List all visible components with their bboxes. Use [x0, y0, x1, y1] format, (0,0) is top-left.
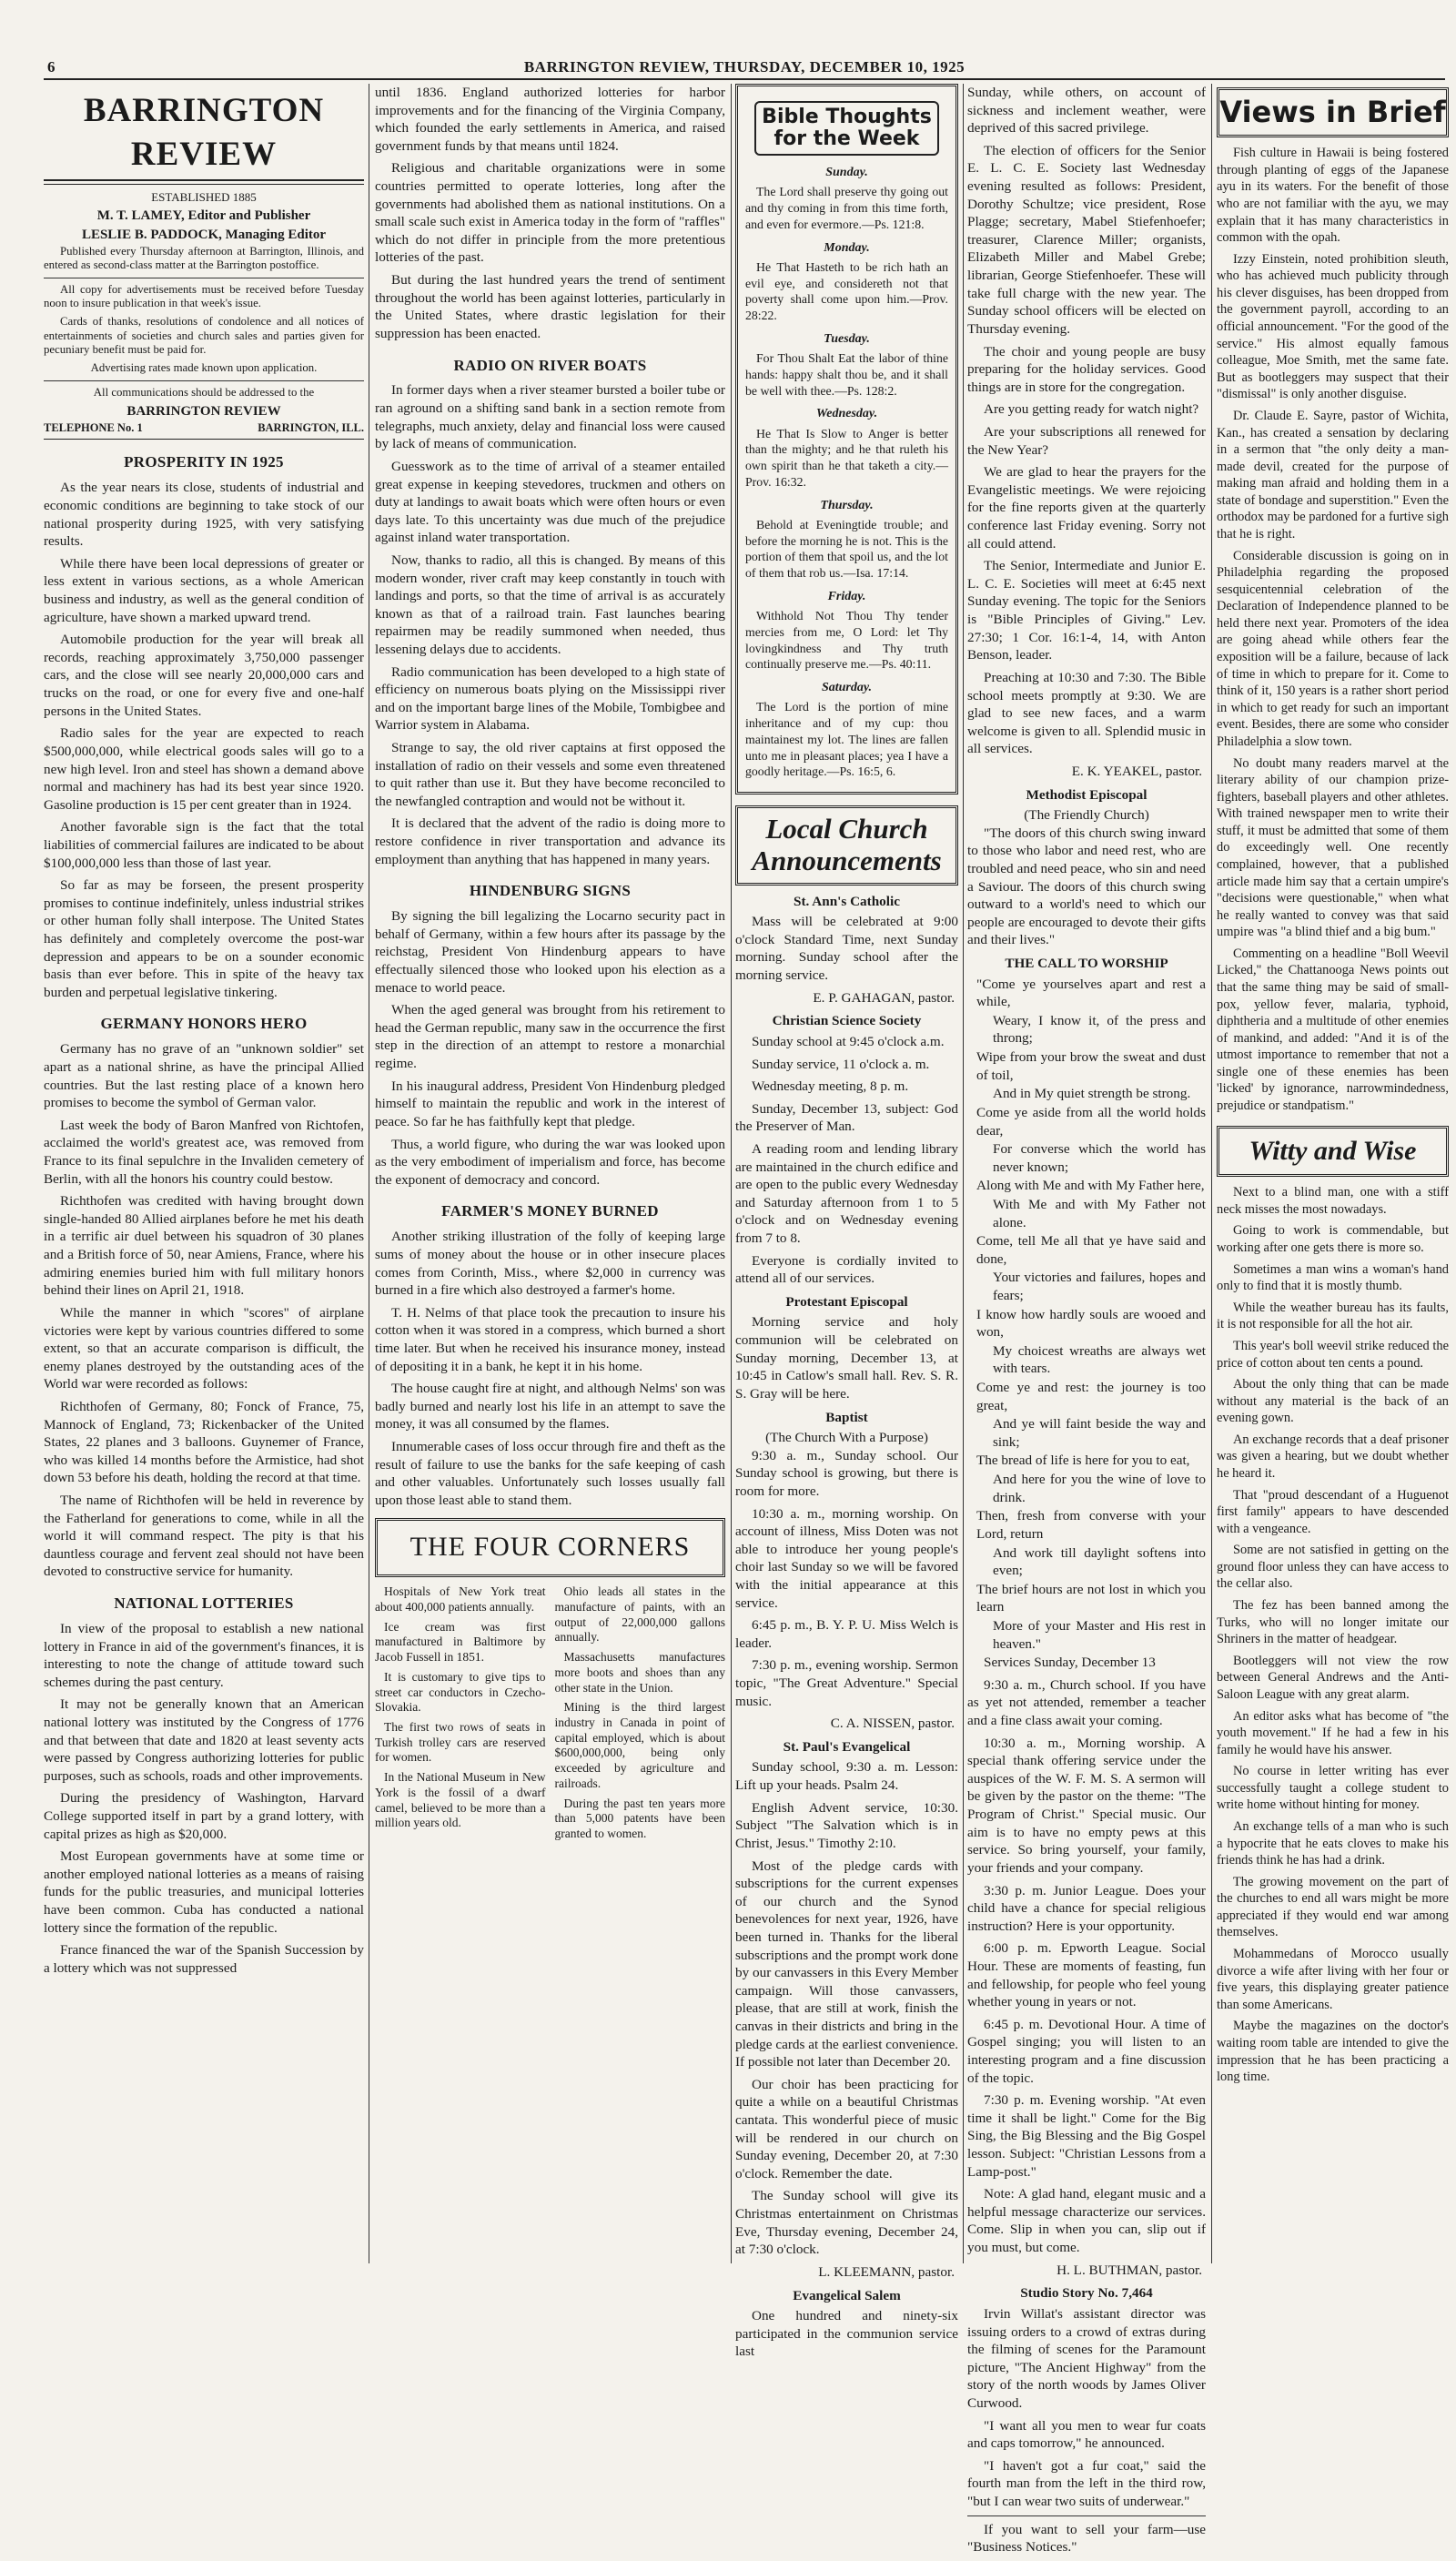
paragraph: Mass will be celebrated at 9:00 o'clock Standard Time, next Sunday morning. Sunday school after the morning service.	[735, 914, 958, 984]
poem-line: Come ye aside from all the world holds dear,	[976, 1104, 1206, 1139]
paragraph: Most European governments have at some time or another employed national lotteries as a means of raising funds for the public treasuries, and municipal lotteries have been common. Cuba has conducted a national lottery since the formation of the republic.	[44, 1848, 364, 1936]
verse: For Thou Shalt Eat the labor of thine hands: happy shalt thou be, and it shall be well with thee.—Ps. 128:2.	[745, 351, 948, 398]
paragraph: Fish culture in Hawaii is being fostered through planting of eggs of the Japanese ayu in its waters. For the benefit of those who are not familiar with the ayu, we may explain that it has many characteristics in common with the opah.	[1217, 146, 1449, 246]
paragraph: Last week the body of Baron Manfred von Richtofen, acclaimed the world's greatest ace, was removed from France to its final sepulchre in the Invaliden cemetery of Berlin, with all the honors his country could bestow.	[44, 1117, 364, 1187]
verse: The Lord shall preserve thy going out and thy coming in from this time forth, and even for evermore.—Ps. 121:8.	[745, 185, 948, 232]
paragraph: 9:30 a. m., Church school. If you have as yet not attended, remember a teacher and a fine class await your coming.	[967, 1676, 1206, 1729]
column-4	[967, 84, 1206, 2561]
paragraph: When the aged general was brought from his retirement to head the German republic, many saw in the occurrence the first step in the direction of an attempt to restore a monarchial regime.	[375, 1002, 725, 1072]
quip: While the weather bureau has its faults, it is not responsible for all the hot air.	[1217, 1300, 1449, 1332]
local-church-banner: Local Church Announcements	[735, 805, 958, 885]
verse: He That Is Slow to Anger is better than the mighty; and he that ruleth his own spirit than he that taketh a city.—Prov. 16:32.	[745, 426, 948, 489]
poem-line: More of your Master and His rest in heaven."	[993, 1617, 1206, 1652]
headline: FARMER'S MONEY BURNED	[441, 1202, 659, 1220]
classified-note: If you want to sell your farm—use "Business Notices."	[967, 2521, 1206, 2556]
cards-note: Cards of thanks, resolutions of condolence and all notices of entertainments of societies and church sales and parties given for pecuniary benefit must be paid for.	[44, 315, 364, 356]
column-rule	[1211, 84, 1212, 2263]
verse: Behold at Eveningtide trouble; and before the morning he is not. This is the portion of them that spoil us, and the lot of them that rob us.—Isa. 17:14.	[745, 517, 948, 581]
column-3	[735, 84, 958, 2365]
paragraph: 10:30 a. m., Morning worship. A special thank offering service under the auspices of the W. F. M. S. A sermon will be given by the pastor on the theme: "The Program of Christ." Special music. Our aim is to have no empty pews at this service. So bring yourself, your family, your friends and your company.	[967, 1735, 1206, 1876]
quip: Sometimes a man wins a woman's hand only to find that it is mostly thumb.	[1217, 1261, 1449, 1294]
paragraph: As the year nears its close, students of industrial and economic conditions are beginning to take stock of our national prosperity during 1925, with very satisfying results.	[44, 480, 364, 550]
paragraph: France financed the war of the Spanish Succession by a lottery which was not suppressed	[44, 1942, 364, 1976]
paragraph: The name of Richthofen will be held in reverence by the Fatherland for generations to come, while in all the world it will command respect. The pity is that his dauntless courage and fervent zeal should not have been devoted to constructive service for humanity.	[44, 1492, 364, 1580]
masthead-title: BARRINGTON REVIEW	[83, 92, 325, 173]
poem	[967, 976, 1206, 1654]
telephone: TELEPHONE No. 1	[44, 421, 143, 435]
masthead-rule	[44, 179, 364, 185]
paragraph: until 1836. England authorized lotteries for harbor improvements and for the financing of the Virginia Company, which founded the early settlements in America, and raised government funds by that means until 1824.	[375, 85, 725, 154]
poem-line: And in My quiet strength be strong.	[993, 1086, 1191, 1102]
quip: That "proud descendant of a Huguenot first family" appears to have descended with a vengeance.	[1217, 1487, 1449, 1536]
column-2	[375, 84, 725, 1847]
fact: Hospitals of New York treat about 400,000 patients annually.	[375, 1584, 546, 1614]
church-name: Protestant Episcopal	[785, 1293, 908, 1310]
headline: RADIO ON RIVER BOATS	[453, 356, 647, 374]
paragraph: Sunday school at 9:45 o'clock a.m.	[752, 1033, 945, 1049]
address-name: BARRINGTON REVIEW	[126, 403, 281, 419]
paragraph: 3:30 p. m. Junior League. Does your child have a chance for special religious instruction? Here is your opportunity.	[967, 1882, 1206, 1934]
paragraph: 7:30 p. m. Evening worship. "At even time it shall be light." Come for the Big Sing, the Big Blessing and the Big Gospel lesson. Subject: "Christian Lessons from a Lamp-post."	[967, 2092, 1206, 2180]
poem-line: And ye will faint beside the way and sink;	[993, 1416, 1206, 1450]
church-subtitle: (The Friendly Church)	[1024, 807, 1149, 824]
paragraph: Sunday school, 9:30 a. m. Lesson: Lift up your heads. Psalm 24.	[735, 1759, 958, 1794]
poem-line: Along with Me and with My Father here,	[976, 1178, 1205, 1194]
church-name: Methodist Episcopal	[1026, 786, 1148, 803]
paragraph: Note: A glad hand, elegant music and a helpful message characterize our services. Come. Slip in when you can, slip out if you must, but come.	[967, 2186, 1206, 2256]
paragraph: A reading room and lending library are maintained in the church edifice and are open to the public every Wednesday and Saturday afternoon from 1 to 5 o'clock and on Wednesday evening from 7 to 8.	[735, 1140, 958, 1247]
poem-line: My choicest wreaths are always wet with tears.	[993, 1342, 1206, 1377]
paragraph: Preaching at 10:30 and 7:30. The Bible school meets promptly at 9:30. We are glad to see new faces, and a warm welcome is given to all. Splendid music in all services.	[967, 669, 1206, 757]
established-line: ESTABLISHED 1885	[151, 190, 257, 205]
poem-title: THE CALL TO WORSHIP	[1005, 956, 1168, 972]
editor-line: M. T. LAMEY, Editor and Publisher	[96, 208, 311, 224]
fact: It is customary to give tips to street car conductors in Czecho-Slovakia.	[375, 1669, 546, 1715]
poem-line: The bread of life is here for you to eat,	[976, 1453, 1190, 1469]
church-name: Baptist	[825, 1409, 868, 1425]
paragraph: We are glad to hear the prayers for the Evangelistic meetings. We were rejoicing for the fine reports given at the quarterly conference last Friday evening. Sorry not all could attend.	[967, 464, 1206, 552]
pastor-signature: E. P. GAHAGAN, pastor.	[813, 989, 955, 1006]
fact: Mining is the third largest industry in Canada in point of capital employed, which is about $600,000,000, being only exceeded by agriculture and railroads.	[554, 1700, 725, 1790]
four-corners-right	[555, 1584, 726, 1847]
views-in-brief-banner: Views in Brief	[1217, 87, 1449, 137]
paragraph: Wednesday meeting, 8 p. m.	[752, 1078, 909, 1095]
quip: Bootleggers will not view the row between General Andrews and the Anti-Saloon League with any great alarm.	[1217, 1653, 1449, 1702]
headline: HINDENBURG SIGNS	[469, 882, 632, 900]
paragraph: Services Sunday, December 13	[984, 1655, 1156, 1671]
poem-line: "Come ye yourselves apart and rest a while,	[976, 976, 1206, 1010]
paragraph: The election of officers for the Senior E. L. C. E. Society last Wednesday evening resulted as follows: President, Dorothy Schultze; vice president, Rose Plagge; secretary, Mabel Stiefenhoefer; treasurer, Clarence Miller; organists, Elizabeth Miller and Mabel Grebe; librarian, George Stiefenhoefer. These will take full charge with the new year. The Sunday school officers will be elected on Thursday evening.	[967, 142, 1206, 337]
paragraph: T. H. Nelms of that place took the precaution to insure his cotton when it was stored in a compress, which burned a short time later. But when he received his insurance money, instead of depositing it in a bank, he kept it in his home.	[375, 1304, 725, 1374]
paragraph: 7:30 p. m., evening worship. Sermon topic, "The Great Adventure." Special music.	[735, 1657, 958, 1709]
paragraph: 6:00 p. m. Epworth League. Social Hour. These are moments of feasting, fun and fellowship, for people who feel young whether young in years or not.	[967, 1940, 1206, 2010]
paragraph: Are your subscriptions all renewed for the New Year?	[967, 423, 1206, 458]
poem-line: The brief hours are not lost in which you learn	[976, 1581, 1206, 1615]
divider	[967, 2515, 1206, 2516]
quip: The fez has been banned among the Turks, who will no longer imitate our Shriners in the matter of headgear.	[1217, 1598, 1449, 1647]
column-rule	[731, 84, 732, 2263]
paragraph: Considerable discussion is going on in Philadelphia regarding the proposed sesquicentennial celebration of the Declaration of Independence planned to be held there next year. Promoters of the idea are going ahead while others fear the exposition will be a failure, because of lack of time in which to prepare for it. Come to think of it, 150 years is a rather short period in which to get ready for such an important event. Besides, there are some who consider Philadelphia a slow town.	[1217, 548, 1449, 749]
poem-line: Come, tell Me all that ye have said and done,	[976, 1233, 1206, 1267]
quip: Maybe the magazines on the doctor's waiting room table are intended to give the impression that he has been practicing a long time.	[1217, 2019, 1449, 2085]
paragraph: In former days when a river steamer bursted a boiler tube or ran aground on a shifting sand bank in a section remote from telegraphs, much anxiety, delay and financial loss were caused by lack of means of communication.	[375, 382, 725, 452]
poem-line: I know how hardly souls are wooed and won,	[976, 1306, 1206, 1341]
paragraph: Sunday, while others, on account of sickness and inclement weather, were deprived of this sacred privilege.	[967, 85, 1206, 137]
headline: NATIONAL LOTTERIES	[114, 1594, 294, 1613]
running-header	[44, 56, 1445, 80]
paragraph: Guesswork as to the time of arrival of a steamer entailed great expense in keeping stevedores, truckmen and others on duty at landings to await boats which were often hours or even days late. To this uncertainty was due much of the prejudice against inland water transportation.	[375, 458, 725, 546]
four-corners-body	[375, 1584, 725, 1847]
paragraph: Richthofen of Germany, 80; Fonck of France, 75, Mannock of England, 73; Rickenbacker of the United States, 22 planes and 3 balloons. Guynemer of France, who was killed 14 months before the Armistice, had shot down 53 before his death, holding the record at that time.	[44, 1398, 364, 1486]
paragraph: While the manner in which "scores" of airplane victories were kept by various countries differed to some extent, so that an accurate comparison is difficult, the enemy planes destroyed by the outstanding aces of the World war were recorded as follows:	[44, 1304, 364, 1392]
quip: An editor asks what has become of "the youth movement." If he had a few in his family he would have his answer.	[1217, 1708, 1449, 1757]
communications-note: All communications should be addressed to the	[93, 385, 315, 399]
paragraph: Radio sales for the year are expected to reach $500,000,000, while electrical goods sales will go to a new high level. Iron and steel has shown a demand above normal and machinery has had its best year since 1920. Gasoline production is 15 per cent greater than in 1924.	[44, 725, 364, 813]
quip: Next to a blind man, one with a stiff neck misses the most nowadays.	[1217, 1185, 1449, 1217]
quip: No course in letter writing has ever successfully taught a college student to write home without hinting for money.	[1217, 1764, 1449, 1813]
paragraph: Innumerable cases of loss occur through fire and theft as the result of failure to use the banks for the safe keeping of cash and other valuables. Unfortunately such losses usually fall upon those least able to stand them.	[375, 1438, 725, 1508]
paragraph: "I want all you men to wear fur coats and caps tomorrow," he announced.	[967, 2417, 1206, 2452]
quip: An exchange records that a deaf prisoner was given a hearing, but we doubt whether he heard it.	[1217, 1432, 1449, 1481]
column-rule	[963, 84, 964, 2263]
church-name: Christian Science Society	[772, 1013, 922, 1029]
poem-line: Weary, I know it, of the press and throng;	[993, 1012, 1206, 1047]
poem-line: And here for you the wine of love to drink.	[993, 1472, 1206, 1505]
paragraph: Morning service and holy communion will be celebrated on Sunday morning, December 13, at 10:45 in Catlow's small hall. Rev. S. R. S. Gray will be here.	[735, 1314, 958, 1402]
verse: The Lord is the portion of mine inheritance and of my cup: thou maintainest my lot. The lines are fallen unto me in pleasant places; yea I have a goodly heritage.—Ps. 16:5, 6.	[745, 700, 948, 779]
paragraph: Are you getting ready for watch night?	[984, 401, 1199, 418]
poem-line: For converse which the world has never known;	[993, 1141, 1206, 1175]
paragraph: Automobile production for the year will break all records, reaching approximately 3,750,000 passenger cars, and the close will see nearly 20,000,000 cars and trucks on the road, or one for every five and one-half persons in the United States.	[44, 632, 364, 719]
day-label: Tuesday.	[824, 332, 870, 347]
paragraph: In his inaugural address, President Von Hindenburg pledged himself to maintain the republic and work in the interest of peace. So far he has faithfully kept that pledge.	[375, 1078, 725, 1129]
paragraph: Irvin Willat's assistant director was issuing orders to a crowd of extras during the filming of scenes for the Paramount picture, "The Ancient Highway" from the story of the north woods by James Oliver Curwood.	[967, 2305, 1206, 2411]
paragraph: Sunday, December 13, subject: God the Preserver of Man.	[735, 1100, 958, 1135]
church-name: St. Paul's Evangelical	[783, 1738, 911, 1755]
day-label: Saturday.	[821, 681, 873, 695]
column-1	[44, 84, 364, 1982]
quip: Going to work is commendable, but working after one gets there is more so.	[1217, 1223, 1449, 1256]
pastor-signature: E. K. YEAKEL, pastor.	[1071, 763, 1202, 779]
manager-line: LESLIE B. PADDOCK, Managing Editor	[81, 227, 327, 242]
paragraph: Radio communication has been developed to a high state of efficiency on numerous boats plying on the Mississippi river and on the important barge lines of the Mobile, Tombigbee and Warrior system in Alabama.	[375, 663, 725, 734]
quip: This year's boll weevil strike reduced the price of cotton about ten cents a pound.	[1217, 1338, 1449, 1371]
paragraph: "The doors of this church swing inward to those who labor and need rest, who are troubled and need peace, who sin and need a Saviour. The doors of this church swing outward to a world's need to which our people are encouraged to devote their gifts and their lives."	[967, 825, 1206, 948]
city: BARRINGTON, ILL.	[258, 421, 364, 435]
paragraph: Germany has no grave of an "unknown soldier" set apart as a national shrine, as have the principal Allied countries. But the last resting place of a known hero promises to become the symbol of German valor.	[44, 1041, 364, 1111]
paragraph: The Senior, Intermediate and Junior E. L. C. E. Societies will meet at 6:45 next Sunday evening. The topic for the Seniors is "Bible Principles of Giving." Lev. 27:30; 1 Cor. 16:1-4, 14, with Anton Benson, leader.	[967, 558, 1206, 663]
paragraph: Most of the pledge cards with subscriptions for the current expenses of our church and the Synod benevolences for next year, 1926, have been turned in. Thanks for the liberal subscriptions and the prompt work done by our canvassers in this Every Member campaign. Will those canvassers, please, that are still at work, finish the canvas in their districts and bring in the pledge cards at the earliest convenience. If possible not later than December 20.	[735, 1857, 958, 2070]
paragraph: Richthofen was credited with having brought down single-handed 80 Allied airplanes before he met his death in a terrific air duel between his squadron of 30 planes and a British force of 50, near Amiens, France, where his admiring enemies buried him with full military honors behind their lines on April 21, 1918.	[44, 1193, 364, 1299]
quip: Mohammedans of Morocco usually divorce a wife after living with her four or five years, this displaying greater patience than some Americans.	[1217, 1947, 1449, 2012]
running-title: BARRINGTON REVIEW, THURSDAY, DECEMBER 10, 1925	[523, 58, 966, 76]
paragraph: Commenting on a headline "Boll Weevil Licked," the Chattanooga News points out that the same thing may be said of small-pox, yellow fever, malaria, typhoid, diphtheria and a multitude of other enemies of mankind, and added: "And it is of the utmost importance to remember that not a single one of these enemies has been 'licked' by ignorance, narrowmindedness, prejudice or standpatism."	[1217, 946, 1449, 1114]
page-number: 6	[47, 58, 56, 76]
copy-note: All copy for advertisements must be received before Tuesday noon to insure publication in that week's issue.	[44, 282, 364, 309]
poem-line: Come ye and rest: the journey is too great,	[976, 1380, 1206, 1413]
paragraph: 6:45 p. m. Devotional Hour. A time of Gospel singing; you will listen to an interesting program and a fine discussion of the topic.	[967, 2016, 1206, 2086]
poem-line: With Me and with My Father not alone.	[993, 1196, 1206, 1230]
paragraph: English Advent service, 10:30. Subject "The Salvation which is in Christ, Jesus." Timothy 2:10.	[735, 1799, 958, 1851]
pastor-signature: H. L. BUTHMAN, pastor.	[1057, 2262, 1202, 2278]
bible-thoughts-box	[735, 84, 958, 795]
fact: Ice cream was first manufactured in Baltimore by Jacob Fussell in 1851.	[375, 1619, 546, 1665]
four-corners-left	[375, 1584, 546, 1847]
quip: Some are not satisfied in getting on the ground floor unless they can have access to the cellar also.	[1217, 1543, 1449, 1592]
paragraph: Now, thanks to radio, all this is changed. By means of this modern wonder, river craft may keep constantly in touch with landings and ports, so that the time of arrival is as accurately known as that of a railroad train. Fast launches bearing repairmen may be readily summoned when needed, thus lessening delays due to accidents.	[375, 552, 725, 657]
day-label: Thursday.	[820, 498, 874, 512]
quip: About the only thing that can be made without any material is the back of an evening gown.	[1217, 1377, 1449, 1426]
day-label: Sunday.	[825, 166, 868, 180]
paragraph: No doubt many readers marvel at the literary ability of our champion prize-fighters, baseball players and other athletes. With trained newspaper men to write their stuff, it must be admitted that some of them do exceedingly well. One recently complained, however, that a published article made him say that a certain umpire's "decisions were questionable," when what he really wanted to convey was that said umpire was "a blind thief and a big bum."	[1217, 755, 1449, 940]
paragraph: Another favorable sign is the fact that the total liabilities of commercial failures are indicated to be about $100,000,000 less than those of last year.	[44, 819, 364, 871]
fact: Massachusetts manufactures more boots and shoes than any other state in the Union.	[554, 1650, 725, 1695]
four-corners-banner: THE FOUR CORNERS	[375, 1518, 725, 1577]
studio-story-title: Studio Story No. 7,464	[1020, 2285, 1153, 2302]
paragraph: "I haven't got a fur coat," said the fourth man from the left in the third row, "but I can wear two suits of underwear."	[967, 2457, 1206, 2509]
poem-line: Your victories and failures, hopes and fears;	[993, 1270, 1206, 1303]
paragraph: The Sunday school will give its Christmas entertainment on Christmas Eve, Thursday evening, December 24, at 7:30 o'clock.	[735, 2188, 958, 2258]
paragraph: 6:45 p. m., B. Y. P. U. Miss Welch is leader.	[735, 1617, 958, 1651]
paragraph: Our choir has been practicing for quite a while on a beautiful Christmas cantata. This wonderful piece of music will be rendered in our church on Sunday evening, December 20, at 7:30 o'clock. Remember the date.	[735, 2076, 958, 2181]
paragraph: By signing the bill legalizing the Locarno security pact in behalf of Germany, within a few hours after its passage by the reichstag, President Von Hindenburg appears to have effectually silenced those who looked upon his election as a menace to world peace.	[375, 908, 725, 996]
fact: During the past ten years more than 5,000 patents have been granted to women.	[554, 1796, 725, 1841]
pastor-signature: L. KLEEMANN, pastor.	[818, 2263, 955, 2280]
day-label: Monday.	[824, 240, 870, 255]
paragraph: The house caught fire at night, and although Nelms' son was badly burned and nearly lost his life in an attempt to save the money, it was all consumed by the flames.	[375, 1381, 725, 1432]
paragraph: Strange to say, the old river captains at first opposed the installation of radio on their vessels and some even threatened to quit rather than use it. But they have become reconciled to the newfangled contraption and would not be without it.	[375, 740, 725, 809]
verse: Withhold Not Thou Thy tender mercies from me, O Lord: let Thy lovingkindness and Thy truth continually preserve me.—Ps. 40:11.	[745, 609, 948, 672]
column-5	[1217, 84, 1449, 2090]
paragraph: 9:30 a. m., Sunday school. Our Sunday school is growing, but there is room for more.	[735, 1447, 958, 1499]
paragraph: Sunday service, 11 o'clock a. m.	[752, 1056, 930, 1072]
rates-note: Advertising rates made known upon application.	[90, 361, 318, 375]
fact: The first two rows of seats in Turkish trolley cars are reserved for women.	[375, 1719, 546, 1765]
paragraph: But during the last hundred years the trend of sentiment throughout the world has been against lotteries, particularly in the United States, where drastic legislation for their suppression has been enacted.	[375, 272, 725, 341]
pastor-signature: C. A. NISSEN, pastor.	[830, 1716, 955, 1732]
day-label: Friday.	[827, 589, 866, 603]
fact: Ohio leads all states in the manufacture of paints, with an output of 22,000,000 gallons annually.	[554, 1584, 725, 1645]
paragraph: So far as may be forseen, the present prosperity promises to continue indefinitely, unless industrial strikes or other human folly shall interpose. The United States has definitely and completely overcome the post-war depression and appears to be on a sounder economic basis than ever before. This in spite of the heavy tax burden and perpetual legislative tinkering.	[44, 877, 364, 1000]
paragraph: While there have been local depressions of greater or less extent in various sections, as a whole American business and industry, as well as the general condition of agriculture, have shown a marked upward trend.	[44, 555, 364, 625]
paragraph: Dr. Claude E. Sayre, pastor of Wichita, Kan., has created a sensation by declaring in a sermon that "the only deity a man-made devil, created for the purpose of making man afraid and holding them in a state of bondage and superstition." Even the orthodox may be pardoned for a furtive sigh that he is right.	[1217, 408, 1449, 542]
divider	[44, 380, 364, 381]
fact: In the National Museum in New York is the fossil of a dwarf camel, believed to be more than a million years old.	[375, 1770, 546, 1830]
paragraph: Thus, a world figure, who during the war was looked upon as the very embodiment of imperialism and force, has become the exponent of democracy and concord.	[375, 1136, 725, 1188]
poem-line: And work till daylight softens into even;	[993, 1544, 1206, 1579]
church-name: Evangelical Salem	[793, 2287, 901, 2303]
church-name: St. Ann's Catholic	[794, 893, 900, 909]
headline: PROSPERITY IN 1925	[124, 453, 284, 471]
witty-and-wise-banner: Witty and Wise	[1217, 1126, 1449, 1178]
paragraph: It may not be generally known that an American national lottery was instituted by the Congress of 1776 and that between that date and 1820 at least seventy acts were passed by Congress authorizing lotteries for public purposes, such as schools, roads and other improvements.	[44, 1696, 364, 1784]
telephone-line	[44, 420, 364, 440]
verse: He That Hasteth to be rich hath an evil eye, and considereth not that poverty shall come upon him.—Prov. 28:22.	[745, 259, 948, 323]
church-subtitle: (The Church With a Purpose)	[765, 1430, 928, 1446]
day-label: Wednesday.	[815, 407, 878, 421]
paragraph: One hundred and ninety-six participated in the communion service last	[735, 2308, 958, 2360]
bible-thoughts-title: Bible Thoughts for the Week	[754, 101, 939, 156]
headline: GERMANY HONORS HERO	[100, 1015, 308, 1033]
paragraph: It is declared that the advent of the radio is doing more to restore confidence in river transportation and advance its employment than anything that has happened in many years.	[375, 815, 725, 867]
paragraph: 10:30 a. m., morning worship. On account of illness, Miss Doten was not able to introduce her young people's choir last Sunday so we will be favored with the initial appearance at this service.	[735, 1505, 958, 1611]
poem-line: Wipe from your brow the sweat and dust of toil,	[976, 1049, 1206, 1083]
paragraph: During the presidency of Washington, Harvard College supported itself in part by a grand lottery, with capital prizes as high as $20,000.	[44, 1790, 364, 1842]
paragraph: Everyone is cordially invited to attend all of our services.	[735, 1252, 958, 1287]
publication-note: Published every Thursday afternoon at Barrington, Illinois, and entered as second-class matter at the Barrington postoffice.	[44, 244, 364, 272]
quip: An exchange tells of a man who is such a hypocrite that he eats cloves to make his friends think he has had a drink.	[1217, 1818, 1449, 1868]
paragraph: In view of the proposal to establish a new national lottery in France in aid of the government's finances, it is interesting to note the change of attitude toward such schemes during the past century.	[44, 1620, 364, 1690]
paragraph: The choir and young people are busy preparing for the holiday services. Good things are in store for the congregation.	[967, 343, 1206, 395]
paragraph: Izzy Einstein, noted prohibition sleuth, who has achieved much publicity through his clever disguises, has been dropped from the government payroll, according to an official announcement. "For the good of the service." His almost equally famous colleague, Moe Smith, met the same fate. But as bootleggers may suspect that their "dismissal" is only another disguise.	[1217, 251, 1449, 402]
paragraph: Another striking illustration of the folly of keeping large sums of money about the house or in other insecure places comes from Corinth, Miss., where $2,000 in currency was burned in a fire which also destroyed a farmer's home.	[375, 1229, 725, 1299]
quip: The growing movement on the part of the churches to end all wars might be more appreciated if they would end war among themselves.	[1217, 1874, 1449, 1940]
poem-line: Then, fresh from converse with your Lord, return	[976, 1508, 1206, 1542]
paragraph: Religious and charitable organizations were in some countries permitted to operate lotteries, long after the governments had abolished them as national institutions. On a small scale such exist in America today in the form of "raffles" which do not differ in principle from the more pretentious lotteries of the past.	[375, 160, 725, 266]
